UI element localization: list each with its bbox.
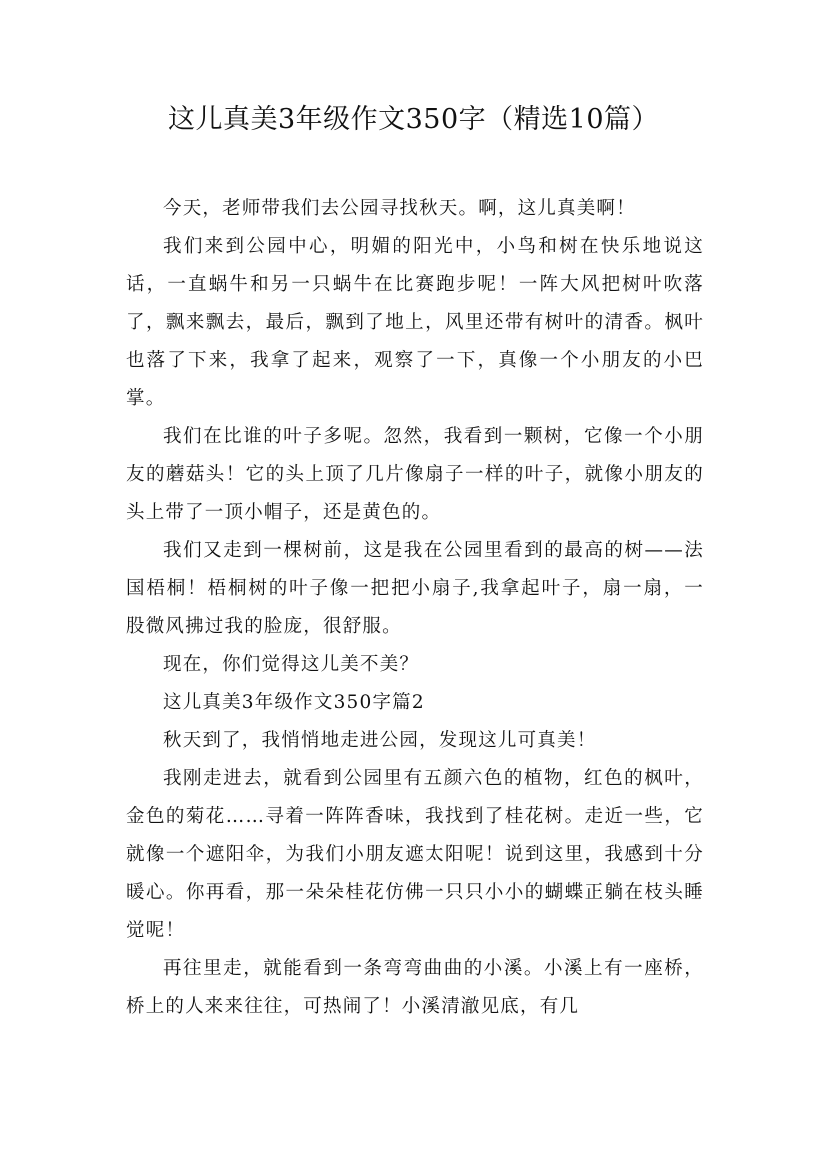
document-body [126,190,704,1026]
section-heading: 这儿真美3年级作文350字篇2 [163,692,425,713]
paragraph: 秋天到了，我悄悄地走进公园，发现这儿可真美！ [163,730,597,751]
paragraph: 我们又走到一棵树前，这是我在公园里看到的最高的树——法国梧桐！梧桐树的叶子像一把把小扇子,我拿起叶子，扇一扇，一股微风拂过我的脸庞，很舒服。 [126,540,704,637]
document-title: 这儿真美3年级作文350字（精选10篇） [167,104,660,135]
paragraph: 我们在比谁的叶子多呢。忽然，我看到一颗树，它像一个小朋友的蘑菇头！它的头上顶了几片像扇子一样的叶子，就像小朋友的头上带了一顶小帽子，还是黄色的。 [126,426,704,523]
paragraph: 我刚走进去，就看到公园里有五颜六色的植物，红色的枫叶，金色的菊花……寻着一阵阵香味，我找到了桂花树。走近一些，它就像一个遮阳伞，为我们小朋友遮太阳呢！说到这里，我感到十分暖心。你再看，那一朵朵桂花仿佛一只只小小的蝴蝶正躺在枝头睡觉呢！ [126,768,704,941]
paragraph: 我们来到公园中心，明媚的阳光中，小鸟和树在快乐地说这话，一直蜗牛和另一只蜗牛在比赛跑步呢！一阵大风把树叶吹落了，飘来飘去，最后，飘到了地上，风里还带有树叶的清香。枫叶也落了下来，我拿了起来，观察了一下，真像一个小朋友的小巴掌。 [126,236,704,409]
paragraph: 现在，你们觉得这儿美不美？ [163,654,420,675]
paragraph: 再往里走，就能看到一条弯弯曲曲的小溪。小溪上有一座桥，桥上的人来来往往，可热闹了！小溪清澈见底，有几 [126,958,704,1017]
paragraph: 今天，老师带我们去公园寻找秋天。啊，这儿真美啊！ [163,198,636,219]
